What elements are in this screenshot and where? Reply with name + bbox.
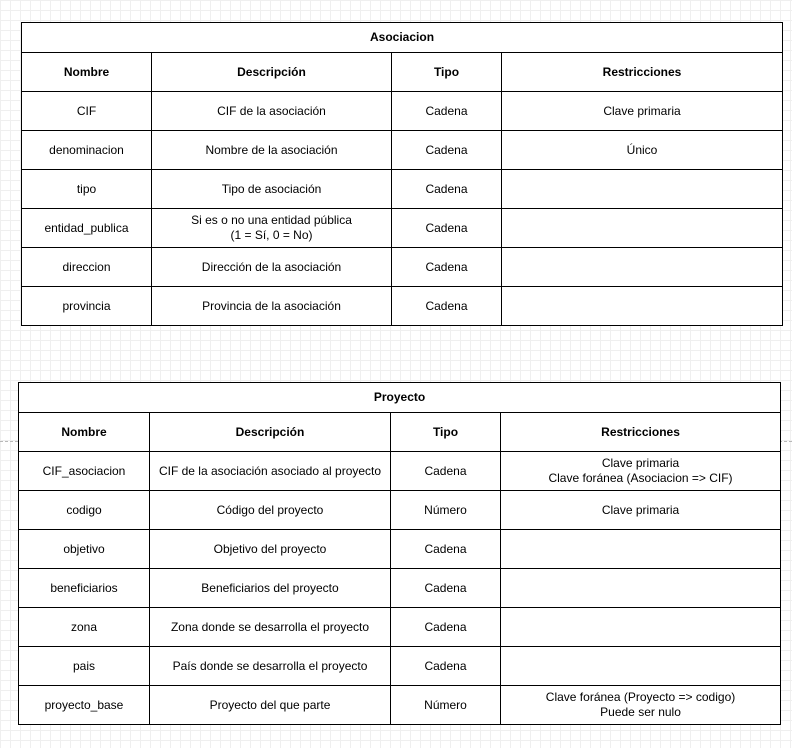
column-header-tipo: Tipo	[392, 53, 502, 92]
cell-text: tipo	[76, 181, 97, 196]
cell-text: Cadena	[424, 541, 467, 556]
cell-tipo	[392, 92, 502, 131]
table-proyecto	[18, 382, 781, 725]
cell-descripcion	[152, 209, 392, 248]
column-header-descripcion: Descripción	[152, 53, 392, 92]
cell-text: Cadena	[425, 220, 468, 235]
column-header-restricciones: Restricciones	[501, 413, 781, 452]
table-title: Proyecto	[19, 383, 781, 413]
cell-nombre	[19, 491, 150, 530]
cell-nombre	[22, 209, 152, 248]
cell-tipo	[392, 209, 502, 248]
cell-restricciones	[501, 530, 781, 569]
cell-restricciones	[502, 92, 783, 131]
cell-text: Tipo de asociación	[221, 181, 322, 196]
table-row	[22, 170, 783, 209]
cell-text: Número	[424, 502, 467, 517]
cell-restricciones	[502, 131, 783, 170]
cell-tipo	[392, 170, 502, 209]
cell-descripcion	[150, 647, 391, 686]
cell-text: objetivo	[63, 541, 105, 556]
cell-text: denominacion	[49, 142, 124, 157]
cell-text: entidad_publica	[44, 220, 129, 235]
column-header-restricciones: Restricciones	[502, 53, 783, 92]
table-header-row	[22, 53, 783, 92]
cell-text: Cadena	[425, 142, 468, 157]
cell-text: Objetivo del proyecto	[213, 541, 327, 556]
table-row	[22, 287, 783, 326]
cell-restricciones	[501, 608, 781, 647]
cell-restricciones	[501, 686, 781, 725]
table-asociacion	[21, 22, 783, 326]
cell-text: CIF de la asociación	[217, 103, 326, 118]
cell-text: Cadena	[424, 463, 467, 478]
cell-text: Clave primaria	[603, 103, 681, 118]
cell-tipo	[392, 131, 502, 170]
table-row	[22, 92, 783, 131]
cell-tipo	[391, 452, 501, 491]
cell-descripcion	[152, 248, 392, 287]
cell-nombre	[19, 647, 150, 686]
cell-tipo	[391, 569, 501, 608]
column-header-descripcion: Descripción	[150, 413, 391, 452]
cell-nombre	[19, 569, 150, 608]
cell-text: CIF de la asociación asociado al proyecto	[158, 463, 382, 478]
cell-descripcion	[150, 530, 391, 569]
cell-restricciones	[501, 647, 781, 686]
column-header-nombre: Nombre	[19, 413, 150, 452]
cell-text: direccion	[62, 259, 111, 274]
cell-nombre	[22, 248, 152, 287]
cell-tipo	[391, 647, 501, 686]
cell-text: Provincia de la asociación	[202, 298, 341, 313]
cell-text: País donde se desarrolla el proyecto	[172, 658, 368, 673]
cell-text: codigo	[66, 502, 102, 517]
table-row	[19, 608, 781, 647]
table-row	[19, 530, 781, 569]
column-header-tipo: Tipo	[391, 413, 501, 452]
cell-restricciones	[502, 287, 783, 326]
cell-text: Cadena	[424, 580, 467, 595]
cell-descripcion	[152, 92, 392, 131]
cell-descripcion	[152, 287, 392, 326]
table-row	[19, 452, 781, 491]
cell-text: Clave primaria	[601, 502, 680, 517]
column-header-nombre: Nombre	[22, 53, 152, 92]
cell-text: pais	[72, 658, 95, 673]
cell-text: Zona donde se desarrolla el proyecto	[170, 619, 370, 634]
cell-restricciones	[501, 569, 781, 608]
cell-descripcion	[150, 608, 391, 647]
cell-restricciones	[501, 491, 781, 530]
cell-restricciones	[502, 170, 783, 209]
cell-nombre	[19, 530, 150, 569]
cell-text: Dirección de la asociación	[201, 259, 342, 274]
cell-nombre	[22, 131, 152, 170]
cell-tipo	[391, 491, 501, 530]
cell-text: beneficiarios	[50, 580, 118, 595]
cell-nombre	[19, 608, 150, 647]
table-row	[22, 248, 783, 287]
cell-nombre	[22, 287, 152, 326]
table-row	[22, 131, 783, 170]
cell-tipo	[391, 530, 501, 569]
cell-text: Cadena	[424, 619, 467, 634]
cell-descripcion	[150, 569, 391, 608]
cell-text: Cadena	[424, 658, 467, 673]
table-row	[19, 569, 781, 608]
table-row	[19, 491, 781, 530]
cell-tipo	[391, 686, 501, 725]
cell-text: Cadena	[425, 259, 468, 274]
table-row	[19, 686, 781, 725]
cell-tipo	[391, 608, 501, 647]
table-header-row	[19, 413, 781, 452]
cell-restricciones	[502, 209, 783, 248]
table-title: Asociacion	[22, 23, 783, 53]
table-title-row	[22, 23, 783, 53]
cell-text: Si es o no una entidad pública (1 = Sí, 0 = No)	[191, 213, 352, 242]
cell-nombre	[22, 170, 152, 209]
cell-nombre	[22, 92, 152, 131]
cell-text: Único	[626, 142, 658, 157]
cell-text: Clave foránea (Proyecto => codigo) Puede ser nulo	[545, 690, 736, 719]
cell-text: Cadena	[425, 298, 468, 313]
cell-nombre	[19, 686, 150, 725]
cell-text: Clave primaria Clave foránea (Asociacion => CIF)	[548, 456, 733, 485]
cell-descripcion	[150, 686, 391, 725]
cell-restricciones	[501, 452, 781, 491]
cell-nombre	[19, 452, 150, 491]
cell-text: CIF_asociacion	[42, 463, 126, 478]
cell-text: CIF	[76, 103, 97, 118]
cell-descripcion	[150, 452, 391, 491]
cell-descripcion	[152, 131, 392, 170]
cell-text: Código del proyecto	[216, 502, 324, 517]
cell-text: Beneficiarios del proyecto	[201, 580, 339, 595]
cell-text: proyecto_base	[44, 697, 124, 712]
cell-restricciones	[502, 248, 783, 287]
cell-text: provincia	[62, 298, 111, 313]
cell-text: Cadena	[425, 103, 468, 118]
cell-descripcion	[150, 491, 391, 530]
cell-text: zona	[70, 619, 98, 634]
cell-text: Proyecto del que parte	[209, 697, 331, 712]
cell-tipo	[392, 248, 502, 287]
table-row	[19, 647, 781, 686]
cell-descripcion	[152, 170, 392, 209]
cell-text: Número	[424, 697, 467, 712]
cell-text: Nombre de la asociación	[205, 142, 338, 157]
table-row	[22, 209, 783, 248]
cell-tipo	[392, 287, 502, 326]
cell-text: Cadena	[425, 181, 468, 196]
table-title-row	[19, 383, 781, 413]
